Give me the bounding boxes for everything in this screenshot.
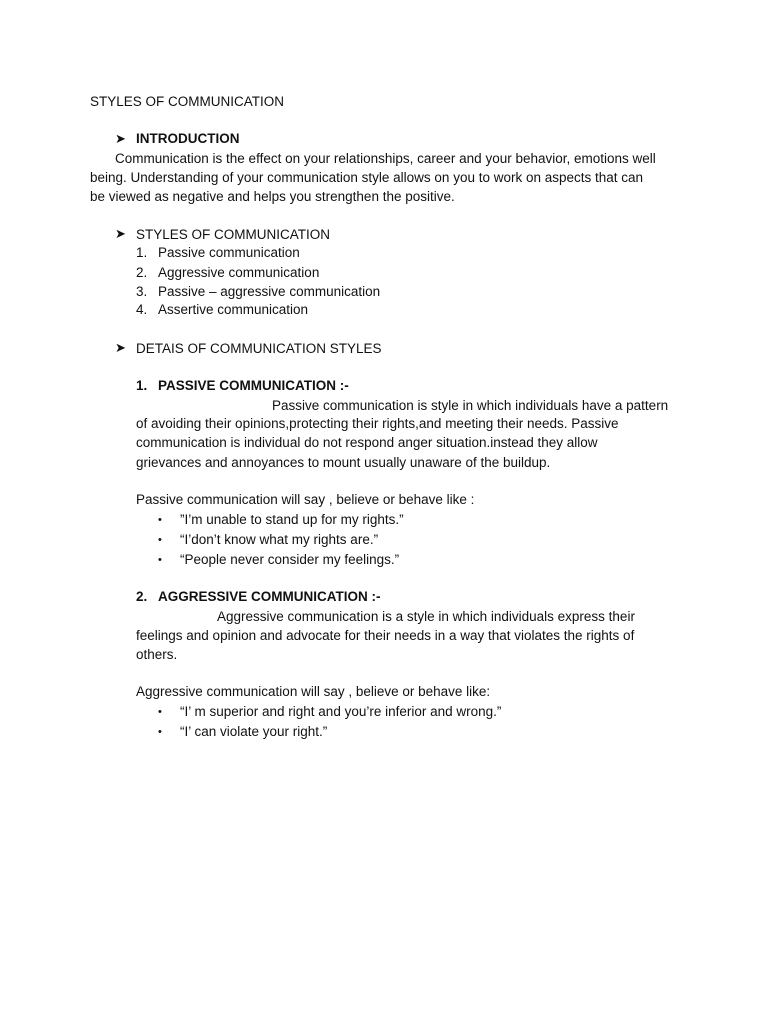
styles-item-label: Passive – aggressive communication xyxy=(158,284,381,299)
aggressive-say-intro: Aggressive communication will say , believe or behave like: xyxy=(136,684,491,699)
passive-line-1: Passive communication is style in which individuals have a pattern xyxy=(272,398,669,413)
intro-line-3: be viewed as negative and helps you strengthen the positive. xyxy=(90,189,455,204)
arrowhead-bullet-icon: ➤ xyxy=(115,131,126,146)
passive-line-3: communication is individual do not respond anger situation.instead they allow xyxy=(136,435,598,450)
aggressive-quote: “I’ m superior and right and you’re inferior and wrong.” xyxy=(180,704,502,719)
aggressive-heading: AGGRESSIVE COMMUNICATION :- xyxy=(158,589,381,604)
bullet-icon: • xyxy=(158,554,162,566)
styles-item-label: Passive communication xyxy=(158,245,300,260)
passive-say-intro: Passive communication will say , believe or behave like : xyxy=(136,492,475,507)
aggressive-quote: “I’ can violate your right.” xyxy=(180,724,328,739)
aggressive-line-2: feelings and opinion and advocate for their needs in a way that violates the rights of xyxy=(136,628,635,643)
styles-item-number: 1. xyxy=(136,245,148,260)
aggressive-line-3: others. xyxy=(136,647,178,662)
styles-item-number: 3. xyxy=(136,284,148,299)
details-heading: DETAIS OF COMMUNICATION STYLES xyxy=(136,341,382,356)
styles-item-label: Aggressive communication xyxy=(158,265,320,280)
bullet-icon: • xyxy=(158,706,162,718)
passive-number: 1. xyxy=(136,378,148,393)
styles-item-number: 4. xyxy=(136,302,148,317)
intro-line-2: being. Understanding of your communication style allows on you to work on aspects that can xyxy=(90,170,644,185)
intro-line-1: Communication is the effect on your relationships, career and your behavior, emotions well xyxy=(115,151,656,166)
passive-line-2: of avoiding their opinions,protecting their rights,and meeting their needs. Passive xyxy=(136,416,619,431)
intro-heading: INTRODUCTION xyxy=(136,131,240,146)
bullet-icon: • xyxy=(158,726,162,738)
styles-item-number: 2. xyxy=(136,265,148,280)
styles-item-label: Assertive communication xyxy=(158,302,309,317)
passive-heading: PASSIVE COMMUNICATION :- xyxy=(158,378,349,393)
passive-quote: “I’don’t know what my rights are.” xyxy=(180,532,379,547)
styles-heading: STYLES OF COMMUNICATION xyxy=(136,227,331,242)
passive-line-4: grievances and annoyances to mount usually unaware of the buildup. xyxy=(136,455,551,470)
arrowhead-bullet-icon: ➤ xyxy=(115,340,126,355)
passive-quote: ”I’m unable to stand up for my rights.” xyxy=(180,512,404,527)
bullet-icon: • xyxy=(158,514,162,526)
passive-quote: “People never consider my feelings.” xyxy=(180,552,400,567)
page-title: STYLES OF COMMUNICATION xyxy=(90,94,285,109)
arrowhead-bullet-icon: ➤ xyxy=(115,226,126,241)
aggressive-number: 2. xyxy=(136,589,148,604)
bullet-icon: • xyxy=(158,534,162,546)
aggressive-line-1: Aggressive communication is a style in which individuals express their xyxy=(217,609,635,624)
